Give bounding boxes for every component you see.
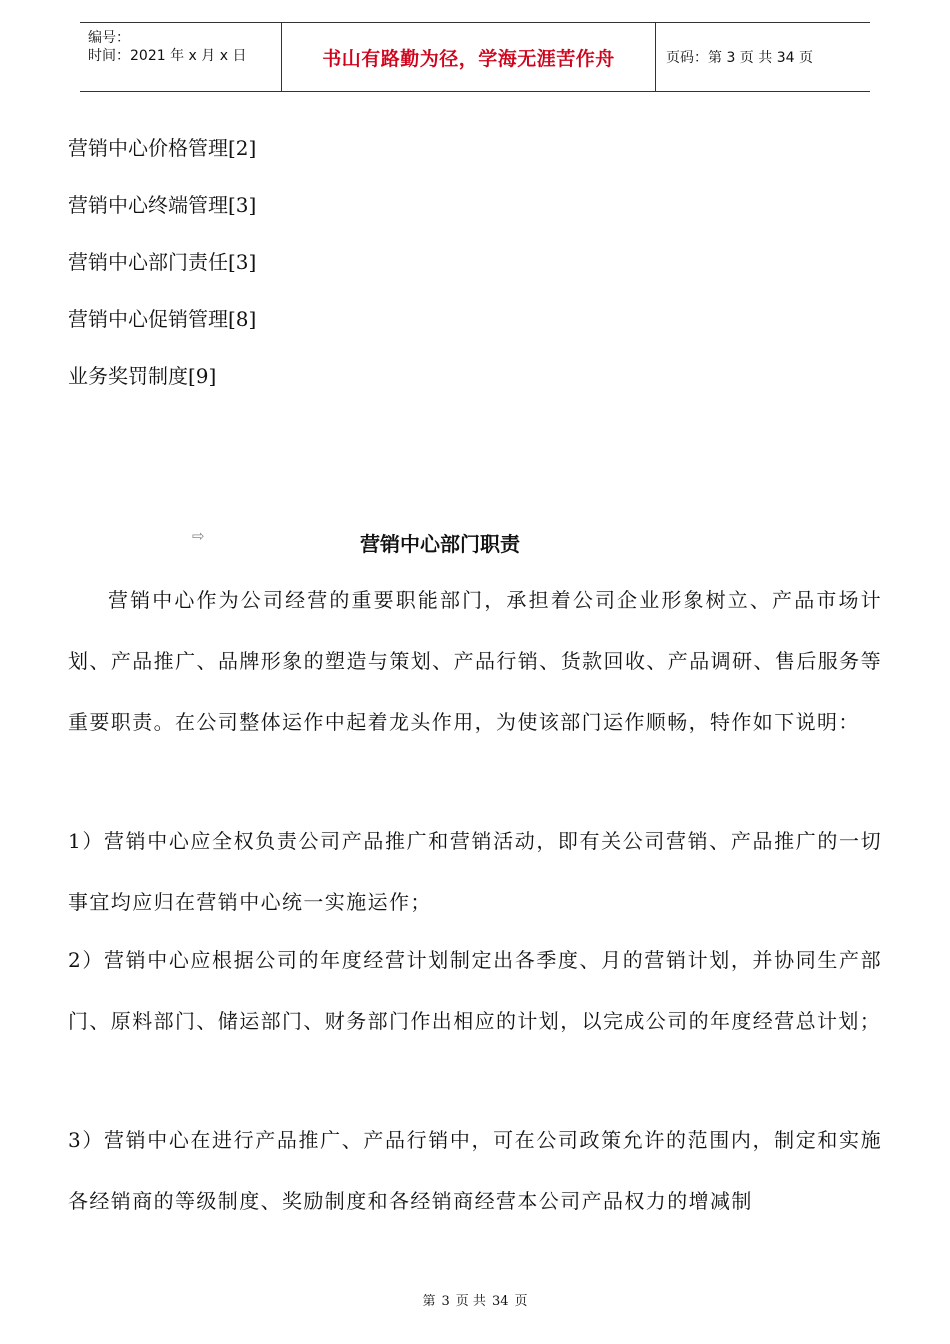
header-page-cell: [656, 23, 880, 91]
header-page-info: 页码：第 3 页 共 34 页: [666, 50, 813, 66]
list-item: 3）营销中心在进行产品推广、产品行销中，可在公司政策允许的范围内，制定和实施各经销商的等级制度、奖励制度和各经销商经营本公司产品权力的增减制: [68, 1128, 882, 1213]
document-time: 时间：2021 年 x 月 x 日: [88, 48, 247, 64]
toc-item[interactable]: 营销中心终端管理[3]: [68, 193, 257, 217]
toc-item[interactable]: 营销中心部门责任[3]: [68, 250, 257, 274]
footer-prefix: 第: [422, 1294, 436, 1309]
footer-suffix: 页: [514, 1294, 528, 1309]
header-motto: 书山有路勤为径，学海无涯苦作舟: [322, 47, 615, 70]
toc-item[interactable]: 营销中心促销管理[8]: [68, 307, 257, 331]
page-footer: [0, 1290, 950, 1309]
table-of-contents: [68, 132, 256, 417]
toc-item[interactable]: 营销中心价格管理[2]: [68, 136, 257, 160]
list-item: 2）营销中心应根据公司的年度经营计划制定出各季度、月的营销计划，并协同生产部门、原料部门、储运部门、财务部门作出相应的计划，以完成公司的年度经营总计划；: [68, 948, 882, 1033]
section-title: 营销中心部门职责: [360, 532, 520, 556]
toc-item[interactable]: 业务奖罚制度[9]: [68, 364, 217, 388]
header-motto-cell: [281, 23, 656, 91]
footer-page-number: 3: [441, 1294, 450, 1309]
list-item: 1）营销中心应全权负责公司产品推广和营销活动，即有关公司营销、产品推广的一切事宜均应归在营销中心统一实施运作；: [68, 829, 882, 914]
right-arrow-icon: ⇨: [192, 527, 205, 545]
page-header: [80, 22, 870, 92]
footer-total-pages: 34: [491, 1294, 509, 1309]
footer-mid: 页 共: [455, 1294, 486, 1309]
intro-paragraph: 营销中心作为公司经营的重要职能部门，承担着公司企业形象树立、产品市场计划、产品推广、品牌形象的塑造与策划、产品行销、货款回收、产品调研、售后服务等重要职责。在公司整体运作中起着龙头作用，为使该部门运作顺畅，特作如下说明：: [68, 588, 882, 734]
document-number-label: 编号：: [88, 30, 130, 46]
header-meta: [80, 23, 280, 91]
